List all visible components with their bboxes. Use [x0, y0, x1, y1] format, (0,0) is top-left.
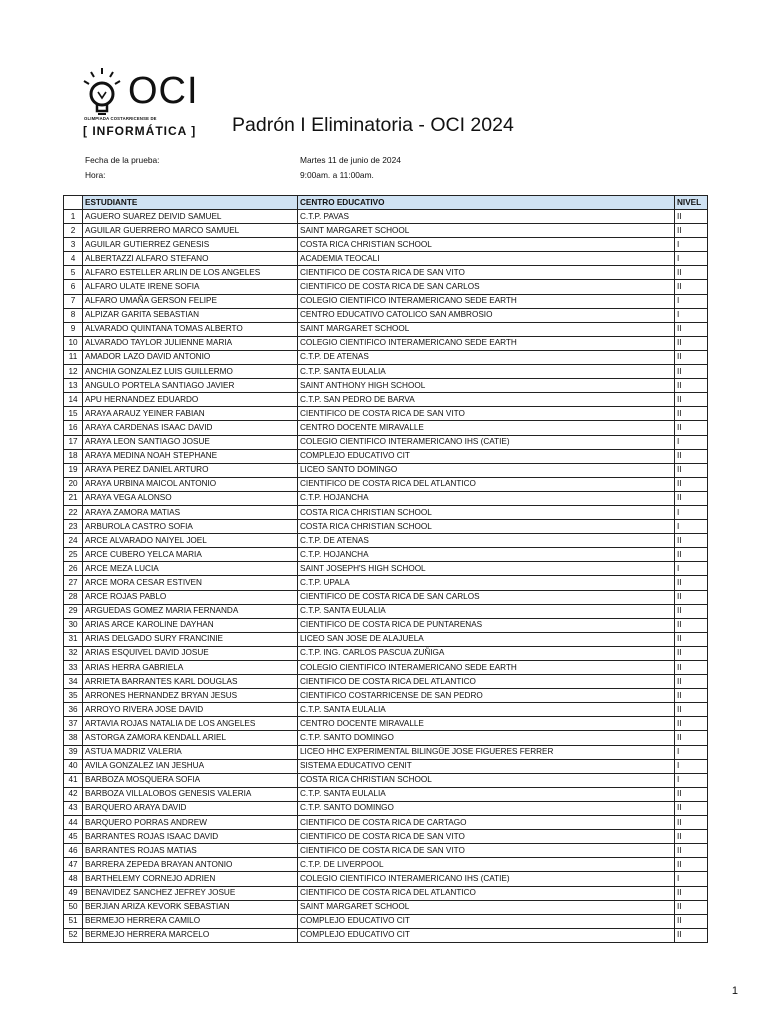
- student-name-cell: ANGULO PORTELA SANTIAGO JAVIER: [83, 379, 298, 393]
- level-cell: II: [675, 703, 708, 717]
- student-name-cell: BARBOZA VILLALOBOS GENESIS VALERIA: [83, 787, 298, 801]
- row-number-cell: 28: [64, 590, 83, 604]
- student-name-cell: BENAVIDEZ SANCHEZ JEFREY JOSUE: [83, 886, 298, 900]
- school-name-cell: CENTRO DOCENTE MIRAVALLE: [298, 717, 675, 731]
- row-number-cell: 40: [64, 759, 83, 773]
- row-number-cell: 20: [64, 477, 83, 491]
- level-cell: I: [675, 252, 708, 266]
- row-number-cell: 31: [64, 632, 83, 646]
- row-number-cell: 15: [64, 407, 83, 421]
- level-cell: I: [675, 872, 708, 886]
- student-name-cell: ASTUA MADRIZ VALERIA: [83, 745, 298, 759]
- school-name-cell: COSTA RICA CHRISTIAN SCHOOL: [298, 238, 675, 252]
- table-row: [64, 731, 708, 745]
- level-cell: I: [675, 238, 708, 252]
- level-cell: II: [675, 618, 708, 632]
- row-number-cell: 26: [64, 562, 83, 576]
- school-name-cell: C.T.P. ING. CARLOS PASCUA ZUÑIGA: [298, 646, 675, 660]
- school-name-cell: ACADEMIA TEOCALI: [298, 252, 675, 266]
- table-row: [64, 477, 708, 491]
- school-name-cell: CIENTIFICO DE COSTA RICA DEL ATLANTICO: [298, 675, 675, 689]
- student-name-cell: ARCE ROJAS PABLO: [83, 590, 298, 604]
- student-name-cell: ARTAVIA ROJAS NATALIA DE LOS ANGELES: [83, 717, 298, 731]
- table-row: [64, 280, 708, 294]
- row-number-cell: 5: [64, 266, 83, 280]
- student-name-cell: APU HERNANDEZ EDUARDO: [83, 393, 298, 407]
- student-name-cell: ARAYA CARDENAS ISAAC DAVID: [83, 421, 298, 435]
- table-header-row: [64, 196, 708, 210]
- school-name-cell: COMPLEJO EDUCATIVO CIT: [298, 914, 675, 928]
- row-number-cell: 2: [64, 224, 83, 238]
- level-cell: II: [675, 576, 708, 590]
- table-row: [64, 407, 708, 421]
- school-name-cell: CIENTIFICO DE COSTA RICA DE SAN VITO: [298, 830, 675, 844]
- row-number-cell: 48: [64, 872, 83, 886]
- school-name-cell: SAINT MARGARET SCHOOL: [298, 900, 675, 914]
- student-name-cell: ARAYA ZAMORA MATIAS: [83, 505, 298, 519]
- level-cell: II: [675, 224, 708, 238]
- table-row: [64, 224, 708, 238]
- school-name-cell: COSTA RICA CHRISTIAN SCHOOL: [298, 505, 675, 519]
- school-name-cell: CIENTIFICO DE COSTA RICA DE PUNTARENAS: [298, 618, 675, 632]
- table-row: [64, 350, 708, 364]
- page-number: 1: [731, 985, 738, 997]
- student-name-cell: AGUILAR GUTIERREZ GENESIS: [83, 238, 298, 252]
- student-name-cell: ANCHIA GONZALEZ LUIS GUILLERMO: [83, 365, 298, 379]
- table-row: [64, 548, 708, 562]
- level-cell: II: [675, 421, 708, 435]
- row-number-cell: 37: [64, 717, 83, 731]
- row-number-cell: 47: [64, 858, 83, 872]
- row-number-cell: 6: [64, 280, 83, 294]
- school-name-cell: CIENTIFICO COSTARRICENSE DE SAN PEDRO: [298, 689, 675, 703]
- school-name-cell: COSTA RICA CHRISTIAN SCHOOL: [298, 773, 675, 787]
- table-row: [64, 816, 708, 830]
- student-name-cell: BERMEJO HERRERA CAMILO: [83, 914, 298, 928]
- school-name-cell: CIENTIFICO DE COSTA RICA DE CARTAGO: [298, 816, 675, 830]
- school-name-cell: C.T.P. SANTO DOMINGO: [298, 731, 675, 745]
- student-name-cell: ARCE MORA CESAR ESTIVEN: [83, 576, 298, 590]
- row-number-cell: 16: [64, 421, 83, 435]
- school-name-cell: LICEO HHC EXPERIMENTAL BILINGÜE JOSE FIGUERES FERRER: [298, 745, 675, 759]
- row-number-cell: 29: [64, 604, 83, 618]
- table-row: [64, 886, 708, 900]
- student-name-cell: ARIAS HERRA GABRIELA: [83, 661, 298, 675]
- school-name-cell: CIENTIFICO DE COSTA RICA DE SAN VITO: [298, 844, 675, 858]
- table-row: [64, 562, 708, 576]
- table-row: [64, 604, 708, 618]
- level-cell: I: [675, 520, 708, 534]
- level-cell: II: [675, 689, 708, 703]
- row-number-cell: 1: [64, 210, 83, 224]
- table-row: [64, 801, 708, 815]
- school-name-cell: CIENTIFICO DE COSTA RICA DE SAN VITO: [298, 266, 675, 280]
- level-cell: II: [675, 632, 708, 646]
- table-row: [64, 787, 708, 801]
- level-cell: II: [675, 830, 708, 844]
- school-name-cell: COMPLEJO EDUCATIVO CIT: [298, 449, 675, 463]
- school-name-cell: CIENTIFICO DE COSTA RICA DE SAN VITO: [298, 407, 675, 421]
- table-row: [64, 238, 708, 252]
- student-name-cell: BARRERA ZEPEDA BRAYAN ANTONIO: [83, 858, 298, 872]
- table-row: [64, 336, 708, 350]
- table-row: [64, 266, 708, 280]
- school-name-cell: C.T.P. HOJANCHA: [298, 548, 675, 562]
- row-number-cell: 17: [64, 435, 83, 449]
- school-name-cell: CIENTIFICO DE COSTA RICA DEL ATLANTICO: [298, 477, 675, 491]
- row-number-cell: 50: [64, 900, 83, 914]
- student-name-cell: ARCE CUBERO YELCA MARIA: [83, 548, 298, 562]
- row-number-cell: 12: [64, 365, 83, 379]
- header-school: CENTRO EDUCATIVO: [298, 196, 675, 210]
- level-cell: II: [675, 900, 708, 914]
- level-cell: I: [675, 505, 708, 519]
- student-name-cell: ALFARO UMAÑA GERSON FELIPE: [83, 294, 298, 308]
- student-name-cell: BARQUERO PORRAS ANDREW: [83, 816, 298, 830]
- table-row: [64, 773, 708, 787]
- table-row: [64, 759, 708, 773]
- level-cell: II: [675, 731, 708, 745]
- table-row: [64, 914, 708, 928]
- table-row: [64, 576, 708, 590]
- header-level: NIVEL: [675, 196, 708, 210]
- table-row: [64, 618, 708, 632]
- school-name-cell: C.T.P. DE ATENAS: [298, 534, 675, 548]
- row-number-cell: 18: [64, 449, 83, 463]
- row-number-cell: 49: [64, 886, 83, 900]
- student-name-cell: AGUILAR GUERRERO MARCO SAMUEL: [83, 224, 298, 238]
- row-number-cell: 34: [64, 675, 83, 689]
- level-cell: I: [675, 294, 708, 308]
- level-cell: II: [675, 477, 708, 491]
- level-cell: II: [675, 336, 708, 350]
- school-name-cell: CENTRO DOCENTE MIRAVALLE: [298, 421, 675, 435]
- level-cell: II: [675, 491, 708, 505]
- level-cell: II: [675, 661, 708, 675]
- level-cell: II: [675, 717, 708, 731]
- level-cell: II: [675, 534, 708, 548]
- table-row: [64, 449, 708, 463]
- level-cell: II: [675, 379, 708, 393]
- row-number-cell: 52: [64, 928, 83, 942]
- school-name-cell: LICEO SAN JOSE DE ALAJUELA: [298, 632, 675, 646]
- table-row: [64, 379, 708, 393]
- row-number-cell: 7: [64, 294, 83, 308]
- level-cell: II: [675, 590, 708, 604]
- table-row: [64, 534, 708, 548]
- level-cell: II: [675, 844, 708, 858]
- row-number-cell: 35: [64, 689, 83, 703]
- school-name-cell: COLEGIO CIENTIFICO INTERAMERICANO SEDE EARTH: [298, 294, 675, 308]
- level-cell: II: [675, 646, 708, 660]
- level-cell: II: [675, 280, 708, 294]
- logo-wordmark: OCI: [128, 70, 199, 112]
- table-row: [64, 322, 708, 336]
- student-name-cell: ASTORGA ZAMORA KENDALL ARIEL: [83, 731, 298, 745]
- table-row: [64, 646, 708, 660]
- row-number-cell: 25: [64, 548, 83, 562]
- row-number-cell: 3: [64, 238, 83, 252]
- row-number-cell: 11: [64, 350, 83, 364]
- table-body: [64, 210, 708, 943]
- row-number-cell: 23: [64, 520, 83, 534]
- school-name-cell: C.T.P. SANTO DOMINGO: [298, 801, 675, 815]
- student-name-cell: BERJIAN ARIZA KEVORK SEBASTIAN: [83, 900, 298, 914]
- student-name-cell: ALPIZAR GARITA SEBASTIAN: [83, 308, 298, 322]
- school-name-cell: CIENTIFICO DE COSTA RICA DE SAN CARLOS: [298, 590, 675, 604]
- student-name-cell: BERMEJO HERRERA MARCELO: [83, 928, 298, 942]
- level-cell: II: [675, 548, 708, 562]
- school-name-cell: CIENTIFICO DE COSTA RICA DE SAN CARLOS: [298, 280, 675, 294]
- school-name-cell: C.T.P. SAN PEDRO DE BARVA: [298, 393, 675, 407]
- school-name-cell: SAINT MARGARET SCHOOL: [298, 224, 675, 238]
- row-number-cell: 21: [64, 491, 83, 505]
- school-name-cell: C.T.P. DE LIVERPOOL: [298, 858, 675, 872]
- table-row: [64, 858, 708, 872]
- school-name-cell: COSTA RICA CHRISTIAN SCHOOL: [298, 520, 675, 534]
- date-value: Martes 11 de junio de 2024: [300, 155, 401, 165]
- student-name-cell: ARIAS ESQUIVEL DAVID JOSUE: [83, 646, 298, 660]
- table-row: [64, 365, 708, 379]
- student-name-cell: ARRIETA BARRANTES KARL DOUGLAS: [83, 675, 298, 689]
- header-student: ESTUDIANTE: [83, 196, 298, 210]
- date-label: Fecha de la prueba:: [85, 155, 160, 165]
- level-cell: I: [675, 562, 708, 576]
- row-number-cell: 13: [64, 379, 83, 393]
- school-name-cell: C.T.P. SANTA EULALIA: [298, 787, 675, 801]
- level-cell: II: [675, 449, 708, 463]
- student-name-cell: AMADOR LAZO DAVID ANTONIO: [83, 350, 298, 364]
- school-name-cell: SISTEMA EDUCATIVO CENIT: [298, 759, 675, 773]
- school-name-cell: C.T.P. SANTA EULALIA: [298, 604, 675, 618]
- student-name-cell: ALFARO ESTELLER ARLIN DE LOS ANGELES: [83, 266, 298, 280]
- row-number-cell: 43: [64, 801, 83, 815]
- level-cell: II: [675, 463, 708, 477]
- page-title: Padrón I Eliminatoria - OCI 2024: [232, 114, 514, 136]
- level-cell: II: [675, 365, 708, 379]
- row-number-cell: 45: [64, 830, 83, 844]
- level-cell: II: [675, 787, 708, 801]
- level-cell: II: [675, 914, 708, 928]
- student-name-cell: ARRONES HERNANDEZ BRYAN JESUS: [83, 689, 298, 703]
- student-name-cell: ARBUROLA CASTRO SOFIA: [83, 520, 298, 534]
- row-number-cell: 32: [64, 646, 83, 660]
- table-row: [64, 900, 708, 914]
- level-cell: I: [675, 745, 708, 759]
- row-number-cell: 42: [64, 787, 83, 801]
- level-cell: II: [675, 858, 708, 872]
- table-row: [64, 520, 708, 534]
- table-row: [64, 308, 708, 322]
- school-name-cell: C.T.P. SANTA EULALIA: [298, 365, 675, 379]
- row-number-cell: 4: [64, 252, 83, 266]
- level-cell: II: [675, 407, 708, 421]
- table-row: [64, 844, 708, 858]
- school-name-cell: LICEO SANTO DOMINGO: [298, 463, 675, 477]
- header-number: [64, 196, 83, 210]
- school-name-cell: CENTRO EDUCATIVO CATOLICO SAN AMBROSIO: [298, 308, 675, 322]
- student-name-cell: BARRANTES ROJAS MATIAS: [83, 844, 298, 858]
- table-row: [64, 252, 708, 266]
- table-row: [64, 294, 708, 308]
- table-row: [64, 830, 708, 844]
- school-name-cell: COLEGIO CIENTIFICO INTERAMERICANO IHS (CATIE): [298, 872, 675, 886]
- level-cell: I: [675, 759, 708, 773]
- row-number-cell: 9: [64, 322, 83, 336]
- level-cell: II: [675, 928, 708, 942]
- row-number-cell: 10: [64, 336, 83, 350]
- table-row: [64, 590, 708, 604]
- table-row: [64, 675, 708, 689]
- logo-informatica: [ INFORMÁTICA ]: [83, 124, 197, 138]
- table-row: [64, 463, 708, 477]
- table-row: [64, 928, 708, 942]
- student-name-cell: ARAYA ARAUZ YEINER FABIAN: [83, 407, 298, 421]
- table-row: [64, 717, 708, 731]
- table-row: [64, 491, 708, 505]
- roster-table: [63, 195, 708, 943]
- level-cell: I: [675, 308, 708, 322]
- student-name-cell: BARQUERO ARAYA DAVID: [83, 801, 298, 815]
- school-name-cell: SAINT ANTHONY HIGH SCHOOL: [298, 379, 675, 393]
- school-name-cell: SAINT JOSEPH'S HIGH SCHOOL: [298, 562, 675, 576]
- row-number-cell: 33: [64, 661, 83, 675]
- row-number-cell: 51: [64, 914, 83, 928]
- table-row: [64, 745, 708, 759]
- school-name-cell: COMPLEJO EDUCATIVO CIT: [298, 928, 675, 942]
- level-cell: II: [675, 322, 708, 336]
- student-name-cell: AGUERO SUAREZ DEIVID SAMUEL: [83, 210, 298, 224]
- table-row: [64, 661, 708, 675]
- student-name-cell: ALVARADO QUINTANA TOMAS ALBERTO: [83, 322, 298, 336]
- row-number-cell: 30: [64, 618, 83, 632]
- student-name-cell: BARRANTES ROJAS ISAAC DAVID: [83, 830, 298, 844]
- level-cell: II: [675, 350, 708, 364]
- student-name-cell: BARTHELEMY CORNEJO ADRIEN: [83, 872, 298, 886]
- row-number-cell: 27: [64, 576, 83, 590]
- student-name-cell: ARAYA VEGA ALONSO: [83, 491, 298, 505]
- school-name-cell: CIENTIFICO DE COSTA RICA DEL ATLANTICO: [298, 886, 675, 900]
- time-label: Hora:: [85, 170, 106, 180]
- row-number-cell: 24: [64, 534, 83, 548]
- row-number-cell: 46: [64, 844, 83, 858]
- level-cell: II: [675, 886, 708, 900]
- row-number-cell: 8: [64, 308, 83, 322]
- table-row: [64, 435, 708, 449]
- table-row: [64, 872, 708, 886]
- level-cell: II: [675, 816, 708, 830]
- table-row: [64, 505, 708, 519]
- table-row: [64, 703, 708, 717]
- table-row: [64, 393, 708, 407]
- level-cell: I: [675, 773, 708, 787]
- student-name-cell: ARROYO RIVERA JOSE DAVID: [83, 703, 298, 717]
- school-name-cell: COLEGIO CIENTIFICO INTERAMERICANO SEDE EARTH: [298, 336, 675, 350]
- level-cell: II: [675, 266, 708, 280]
- row-number-cell: 41: [64, 773, 83, 787]
- time-value: 9:00am. a 11:00am.: [300, 170, 374, 180]
- row-number-cell: 38: [64, 731, 83, 745]
- student-name-cell: ALFARO ULATE IRENE SOFIA: [83, 280, 298, 294]
- school-name-cell: C.T.P. PAVAS: [298, 210, 675, 224]
- level-cell: II: [675, 604, 708, 618]
- student-name-cell: ARGUEDAS GOMEZ MARIA FERNANDA: [83, 604, 298, 618]
- school-name-cell: C.T.P. UPALA: [298, 576, 675, 590]
- student-name-cell: ARIAS DELGADO SURY FRANCINIE: [83, 632, 298, 646]
- row-number-cell: 22: [64, 505, 83, 519]
- student-name-cell: ARAYA LEON SANTIAGO JOSUE: [83, 435, 298, 449]
- row-number-cell: 19: [64, 463, 83, 477]
- student-name-cell: BARBOZA MOSQUERA SOFIA: [83, 773, 298, 787]
- school-name-cell: SAINT MARGARET SCHOOL: [298, 322, 675, 336]
- row-number-cell: 44: [64, 816, 83, 830]
- school-name-cell: C.T.P. DE ATENAS: [298, 350, 675, 364]
- level-cell: II: [675, 393, 708, 407]
- table-row: [64, 689, 708, 703]
- table-row: [64, 210, 708, 224]
- school-name-cell: COLEGIO CIENTIFICO INTERAMERICANO SEDE EARTH: [298, 661, 675, 675]
- level-cell: II: [675, 675, 708, 689]
- level-cell: I: [675, 435, 708, 449]
- student-name-cell: ARIAS ARCE KAROLINE DAYHAN: [83, 618, 298, 632]
- level-cell: II: [675, 210, 708, 224]
- logo-subtitle: OLIMPIADA COSTARRICENSE DE: [84, 116, 157, 121]
- level-cell: II: [675, 801, 708, 815]
- school-name-cell: C.T.P. SANTA EULALIA: [298, 703, 675, 717]
- row-number-cell: 39: [64, 745, 83, 759]
- student-name-cell: ARAYA URBINA MAICOL ANTONIO: [83, 477, 298, 491]
- table-row: [64, 632, 708, 646]
- student-name-cell: AVILA GONZALEZ IAN JESHUA: [83, 759, 298, 773]
- school-name-cell: C.T.P. HOJANCHA: [298, 491, 675, 505]
- student-name-cell: ARCE ALVARADO NAIYEL JOEL: [83, 534, 298, 548]
- student-name-cell: ARCE MEZA LUCIA: [83, 562, 298, 576]
- student-name-cell: ALBERTAZZI ALFARO STEFANO: [83, 252, 298, 266]
- row-number-cell: 14: [64, 393, 83, 407]
- school-name-cell: COLEGIO CIENTIFICO INTERAMERICANO IHS (CATIE): [298, 435, 675, 449]
- row-number-cell: 36: [64, 703, 83, 717]
- student-name-cell: ARAYA MEDINA NOAH STEPHANE: [83, 449, 298, 463]
- student-name-cell: ALVARADO TAYLOR JULIENNE MARIA: [83, 336, 298, 350]
- table-row: [64, 421, 708, 435]
- student-name-cell: ARAYA PEREZ DANIEL ARTURO: [83, 463, 298, 477]
